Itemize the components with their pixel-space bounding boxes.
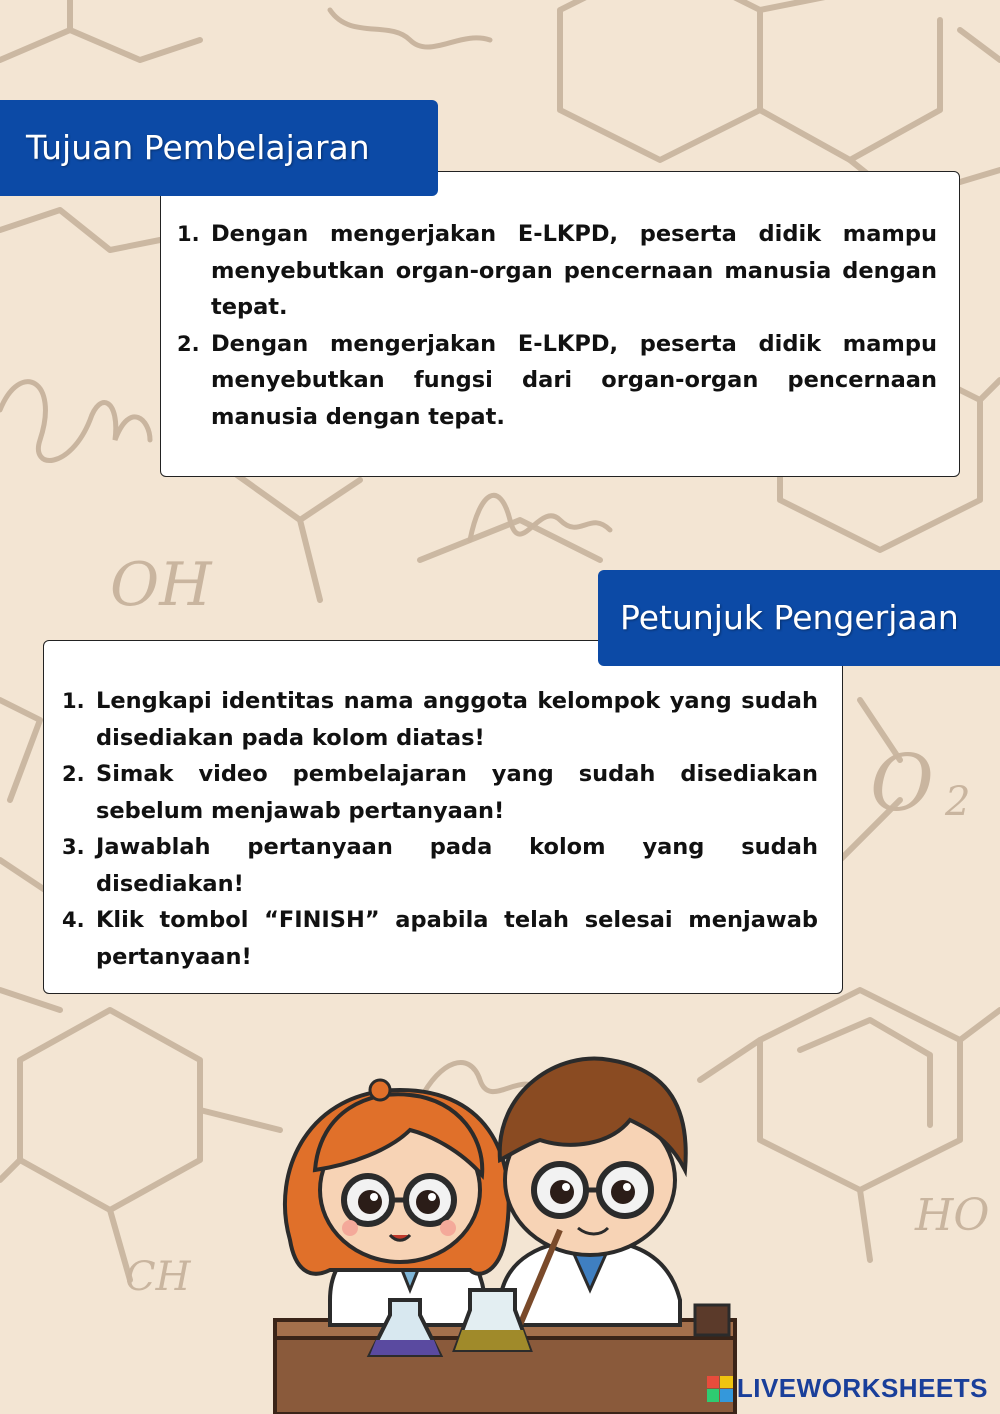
item-text: Lengkapi identitas nama anggota kelompok yang sudah disediakan pada kolom diatas!: [96, 688, 818, 751]
bg-label-o2: O: [870, 739, 934, 829]
bg-label-ho: HO: [915, 1190, 990, 1241]
item-number: 1.: [62, 689, 85, 713]
item-text: Klik tombol “FINISH” apabila telah selesai menjawab pertanyaan!: [96, 907, 818, 970]
item-number: 2.: [62, 762, 85, 786]
list-item: [62, 902, 818, 975]
instructions-title-banner: Petunjuk Pengerjaan: [598, 570, 1000, 666]
item-text: Jawablah pertanyaan pada kolom yang sudah disediakan!: [96, 834, 818, 897]
objectives-list: [177, 216, 937, 435]
item-number: 1.: [177, 222, 200, 246]
liveworksheets-brand[interactable]: [707, 1373, 988, 1404]
bg-label-o2-sub: 2: [945, 779, 971, 825]
item-text: Dengan mengerjakan E-LKPD, peserta didik mampu menyebutkan organ-organ pencernaan manusia dengan tepat.: [211, 221, 937, 320]
list-item: [62, 829, 818, 902]
liveworksheets-logo-icon: [707, 1376, 733, 1402]
item-text: Simak video pembelajaran yang sudah disediakan sebelum menjawab pertanyaan!: [96, 761, 818, 824]
list-item: [177, 326, 937, 436]
list-item: [62, 683, 818, 756]
bg-label-ch: CH: [125, 1254, 191, 1300]
item-number: 3.: [62, 835, 85, 859]
item-text: Dengan mengerjakan E-LKPD, peserta didik mampu menyebutkan fungsi dari organ-organ pencernaan manusia dengan tepat.: [211, 330, 937, 430]
instructions-list: [62, 683, 818, 975]
scientists-illustration: [270, 1050, 740, 1414]
objectives-card: [160, 171, 960, 477]
bg-label-oh: OH: [110, 550, 212, 620]
objectives-title-banner: Tujuan Pembelajaran: [0, 100, 438, 196]
item-number: 2.: [177, 331, 200, 356]
liveworksheets-text: LIVEWORKSHEETS: [736, 1373, 988, 1403]
list-item: [177, 216, 937, 326]
item-number: 4.: [62, 908, 85, 932]
instructions-card: [43, 640, 843, 994]
list-item: [62, 756, 818, 829]
